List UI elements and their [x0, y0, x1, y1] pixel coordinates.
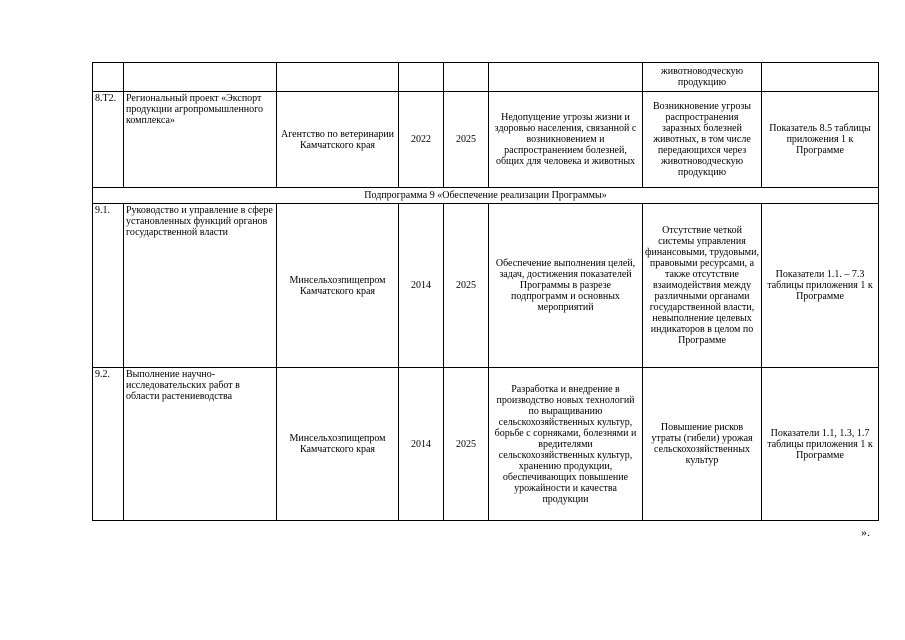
row-number: 8.Т2. — [93, 92, 124, 188]
start-year: 2014 — [399, 204, 444, 368]
start-year — [399, 63, 444, 92]
risk-consequence: Повышение рисков утраты (гибели) урожая сельскохозяйственных культур — [643, 368, 762, 521]
expected-result — [489, 63, 643, 92]
subprogram-title: Подпрограмма 9 «Обеспечение реализации Программы» — [93, 188, 879, 204]
measure-name — [124, 63, 277, 92]
end-year: 2025 — [444, 92, 489, 188]
indicator-link: Показатели 1.1, 1.3, 1.7 таблицы приложения 1 к Программе — [762, 368, 879, 521]
indicator-link: Показатели 1.1. – 7.3 таблицы приложения 1 к Программе — [762, 204, 879, 368]
indicator-link: Показатель 8.5 таблицы приложения 1 к Программе — [762, 92, 879, 188]
table-row — [93, 368, 879, 521]
risk-consequence: Возникновение угрозы распространения заразных болезней животных, в том числе передающихся через животноводческую продукцию — [643, 92, 762, 188]
row-number — [93, 63, 124, 92]
expected-result: Разработка и внедрение в производство новых технологий по выращиванию сельскохозяйственных культур, борьбе с сорняками, болезнями и вредителями сельскохозяйственных культур, хранению продукции, обеспечивающих повышение урожайности и качества продукции — [489, 368, 643, 521]
measure-name: Региональный проект «Экспорт продукции агропромышленного комплекса» — [124, 92, 277, 188]
executor — [277, 63, 399, 92]
end-year — [444, 63, 489, 92]
expected-result: Обеспечение выполнения целей, задач, достижения показателей Программы в разрезе подпрограмм и основных мероприятий — [489, 204, 643, 368]
subprogram-heading-row — [93, 188, 879, 204]
risk-consequence: Отсутствие четкой системы управления финансовыми, трудовыми, правовыми ресурсами, а также отсутствие взаимодействия между различными органами государственной власти, невыполнение целевых индикаторов в целом по Программе — [643, 204, 762, 368]
end-year: 2025 — [444, 368, 489, 521]
expected-result: Недопущение угрозы жизни и здоровью населения, связанной с возникновением и распространением болезней, общих для человека и животных — [489, 92, 643, 188]
end-year: 2025 — [444, 204, 489, 368]
table-row — [93, 63, 879, 92]
program-measures-table — [92, 62, 879, 521]
closing-quote-mark: ». — [861, 525, 870, 539]
executor: Минсельхозпищепром Камчатского края — [277, 368, 399, 521]
row-number: 9.1. — [93, 204, 124, 368]
measure-name: Выполнение научно-исследовательских работ в области растениеводства — [124, 368, 277, 521]
executor: Минсельхозпищепром Камчатского края — [277, 204, 399, 368]
risk-consequence: животноводческую продукцию — [643, 63, 762, 92]
start-year: 2014 — [399, 368, 444, 521]
row-number: 9.2. — [93, 368, 124, 521]
table-row — [93, 204, 879, 368]
table-row — [93, 92, 879, 188]
executor: Агентство по ветеринарии Камчатского края — [277, 92, 399, 188]
start-year: 2022 — [399, 92, 444, 188]
indicator-link — [762, 63, 879, 92]
measure-name: Руководство и управление в сфере установленных функций органов государственной власти — [124, 204, 277, 368]
